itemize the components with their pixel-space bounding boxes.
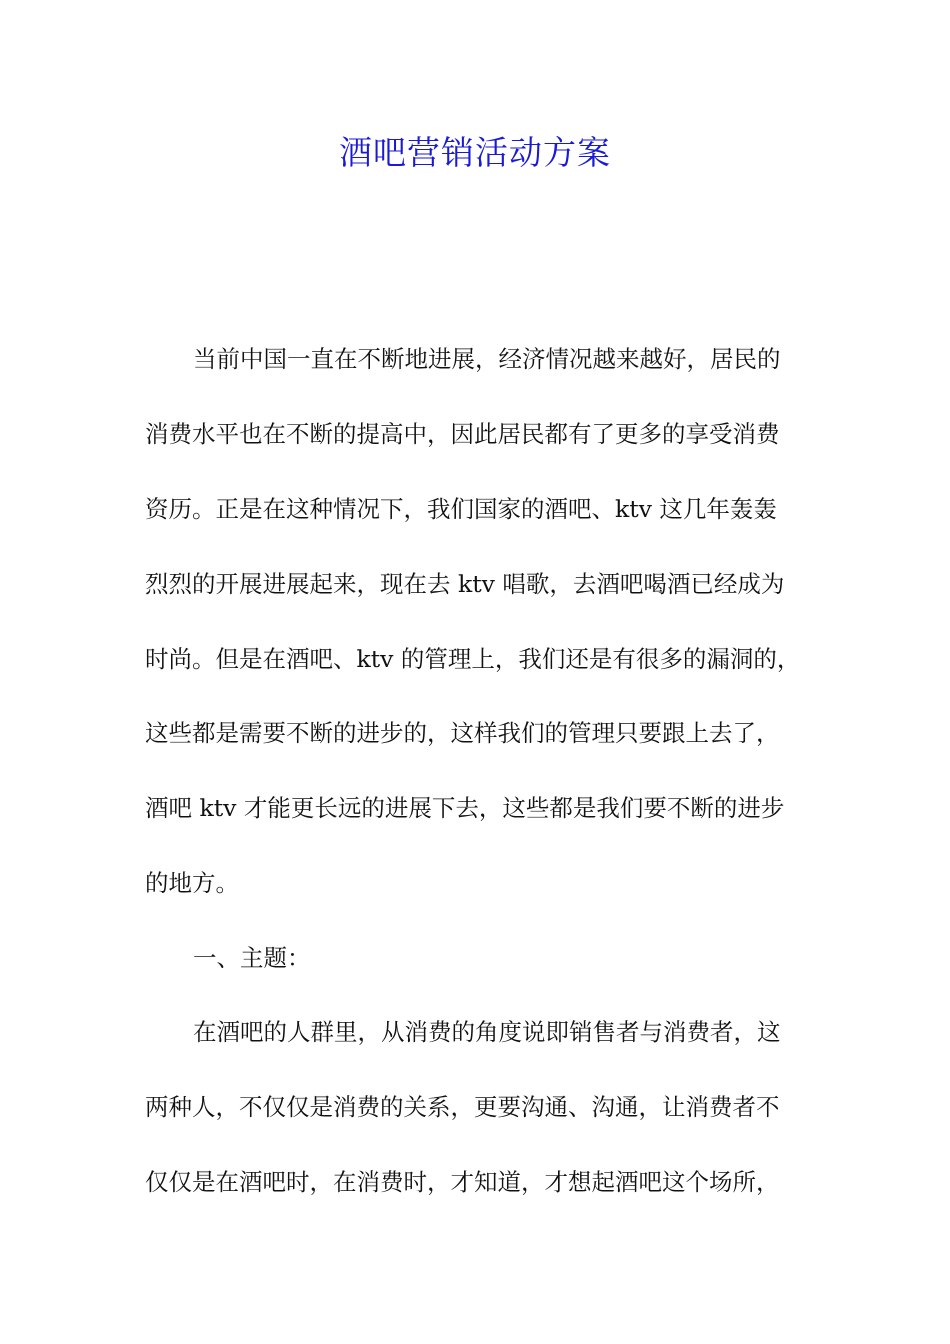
paragraph-line: 资历。正是在这种情况下，我们国家的酒吧、ktv 这几年轰轰: [145, 495, 777, 523]
paragraph-line: 的地方。: [145, 869, 239, 897]
paragraph-line: 消费水平也在不断的提高中，因此居民都有了更多的享受消费: [145, 420, 780, 448]
paragraph-line: 仅仅是在酒吧时，在消费时，才知道，才想起酒吧这个场所，: [145, 1168, 780, 1196]
paragraph-line: 酒吧 ktv 才能更长远的进展下去，这些都是我们要不断的进步: [145, 794, 785, 822]
paragraph-line: 这些都是需要不断的进步的，这样我们的管理只要跟上去了，: [145, 719, 780, 747]
paragraph-line: 当前中国一直在不断地进展，经济情况越来越好，居民的: [193, 345, 781, 373]
paragraph-line: 在酒吧的人群里，从消费的角度说即销售者与消费者，这: [193, 1018, 781, 1046]
paragraph-line: 两种人，不仅仅是消费的关系，更要沟通、沟通，让消费者不: [145, 1093, 780, 1121]
paragraph-line: 烈烈的开展进展起来，现在去 ktv 唱歌，去酒吧喝酒已经成为: [145, 570, 785, 598]
document-title: 酒吧营销活动方案: [339, 133, 611, 172]
paragraph-line: 时尚。但是在酒吧、ktv 的管理上，我们还是有很多的漏洞的，: [145, 645, 801, 673]
section-heading: 一、主题：: [193, 944, 311, 972]
